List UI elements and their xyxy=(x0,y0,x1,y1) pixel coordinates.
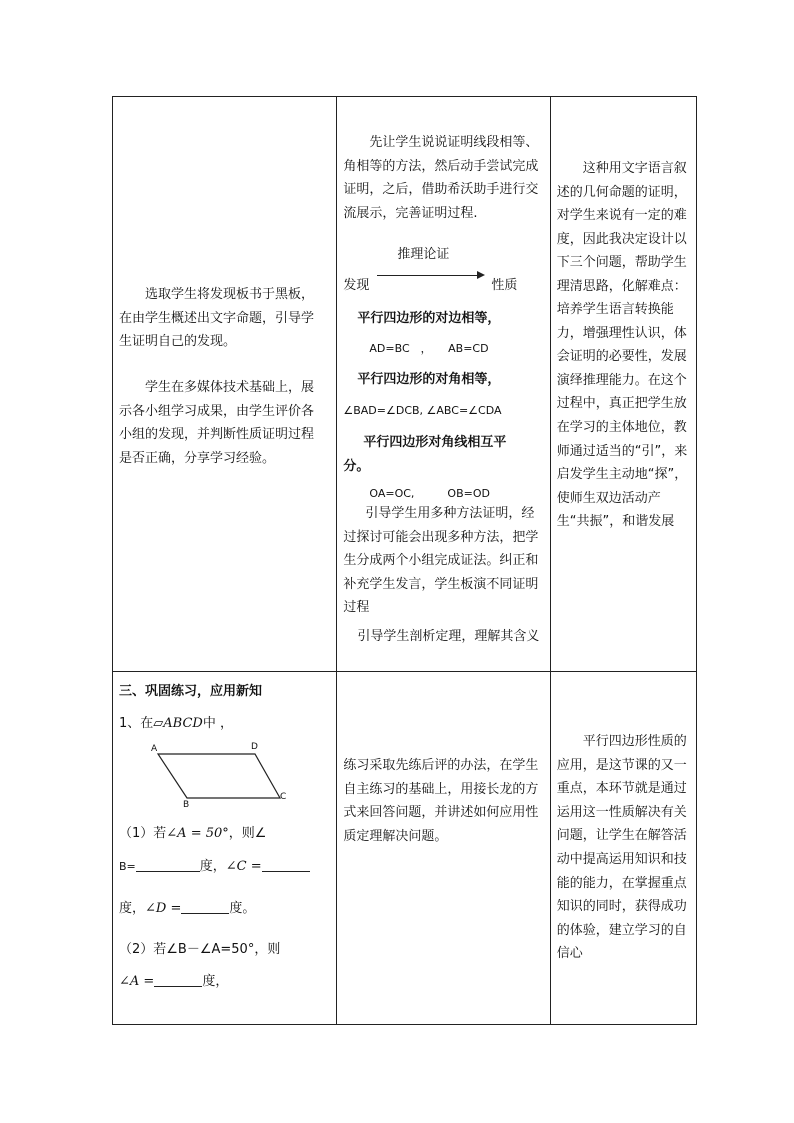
sub-question-2-line-1 xyxy=(119,938,333,962)
answer-blank[interactable] xyxy=(136,857,200,872)
property-2: 平行四边形的对角相等， xyxy=(357,372,501,387)
math-run: ∠A = 50° xyxy=(166,826,229,841)
parallelogram-shape xyxy=(158,754,280,798)
text-run: 度。 xyxy=(229,901,256,916)
text-run: ，则∠ xyxy=(228,826,267,841)
cell-practice-method xyxy=(337,672,550,1025)
math-run: ∠C = xyxy=(225,859,262,874)
sub-question-1-line-3 xyxy=(119,897,329,921)
property-3-equation: OA=OC, OB=OD xyxy=(369,487,490,500)
cell-practice-intent xyxy=(550,672,696,1025)
property-1: 平行四边形的对边相等， xyxy=(357,311,501,326)
section-heading: 三、巩固练习，应用新知 xyxy=(119,684,263,699)
answer-blank[interactable] xyxy=(262,857,310,872)
math-run: ∠A = xyxy=(119,974,155,989)
cell-exercise xyxy=(113,672,337,1025)
lesson-table xyxy=(112,96,697,1025)
arrow-label: 推理论证 xyxy=(397,247,450,262)
math-run: ∠D = xyxy=(145,901,182,916)
activity-paragraph-1: 选取学生将发现板书于黑板，在由学生概述出文字命题，引导学生证明自己的发现。 xyxy=(119,287,315,350)
arrow-head-icon xyxy=(477,271,485,279)
parallelogram-svg xyxy=(143,738,293,808)
vertex-label-a: A xyxy=(151,744,158,754)
question-1-suffix: 中 ， xyxy=(202,716,233,731)
property-2-equation: ∠BAD=∠DCB, ∠ABC=∠CDA xyxy=(343,404,502,417)
text-run: 度， xyxy=(202,974,229,989)
cell-teacher xyxy=(337,97,550,672)
intent-paragraph-2: 培养学生语言转换能力，增强理性认识，体会证明的必要性，发展演绎推理能力。在这个过程中，真正把学生放在学习的主体地位，教师通过适当的“引”，来启发学生主动地“探”，使师生双边活动产生“共振”，和谐发展 xyxy=(556,302,688,530)
arrow-shaft xyxy=(377,275,477,276)
intent-paragraph-1: 这种用文字语言叙述的几何命题的证明，对学生来说有一定的难度，因此我决定设计以下三个问题，帮助学生理清思路，化解难点： xyxy=(556,161,687,294)
table-row xyxy=(113,672,697,1025)
text-run: （1）若 xyxy=(119,826,167,841)
cell-intent xyxy=(550,97,696,672)
text-run: 度， xyxy=(119,901,146,916)
answer-blank[interactable] xyxy=(181,899,229,914)
question-1 xyxy=(119,712,329,736)
text-run: B= xyxy=(119,860,136,873)
vertex-label-c: C xyxy=(280,792,287,802)
practice-paragraph: 练习采取先练后评的办法，在学生自主练习的基础上，用接长龙的方式来回答问题，并讲述如何应用性质定理解决问题。 xyxy=(343,758,539,844)
teacher-analyze: 引导学生剖析定理，理解其含义 xyxy=(357,629,540,644)
activity-paragraph-2: 学生在多媒体技术基础上，展示各小组学习成果，由学生评价各小组的发现，并判断性质证明过程是否正确，分享学习经验。 xyxy=(119,380,315,466)
vertex-label-d: D xyxy=(251,742,258,752)
sub-question-2-line-2 xyxy=(119,970,329,994)
teacher-intro: 先让学生说说证明线段相等、角相等的方法，然后动手尝试完成证明，之后，借助希沃助手进行交流展示，完善证明过程. xyxy=(343,135,539,221)
sub-question-1-line-2 xyxy=(119,855,333,879)
practice-intent-paragraph: 平行四边形性质的应用，是这节课的又一重点，本环节就是通过运用这一性质解决有关问题，让学生在解答活动中提高运用知识和技能的能力，在掌握重点知识的同时，获得成功的体验，建立学习的自信心 xyxy=(556,734,687,962)
answer-blank[interactable] xyxy=(154,972,202,987)
cell-activity xyxy=(113,97,337,672)
vertex-label-b: B xyxy=(183,800,190,810)
parallelogram-icon: ▱ xyxy=(153,716,164,731)
question-1-prefix: 1、在 xyxy=(119,716,154,731)
teacher-methods: 引导学生用多种方法证明，经过探讨可能会出现多种方法，把学生分成两个小组完成证法。纠正和补充学生发言，学生板演不同证明过程 xyxy=(343,506,539,616)
question-1-name: ABCD xyxy=(163,716,203,731)
parallelogram-figure xyxy=(143,738,293,808)
text-run: 度， xyxy=(199,859,226,874)
property-1-equation: AD=BC ， AB=CD xyxy=(369,342,489,355)
text-run: （2）若∠B－∠A=50°，则 xyxy=(119,942,281,957)
sub-question-1-line-1 xyxy=(119,822,329,846)
table-row xyxy=(113,97,697,672)
arrow-right-label: 性质 xyxy=(491,278,518,293)
property-3: 平行四边形对角线相互平分。 xyxy=(343,435,507,474)
arrow-left-label: 发现 xyxy=(343,278,370,293)
